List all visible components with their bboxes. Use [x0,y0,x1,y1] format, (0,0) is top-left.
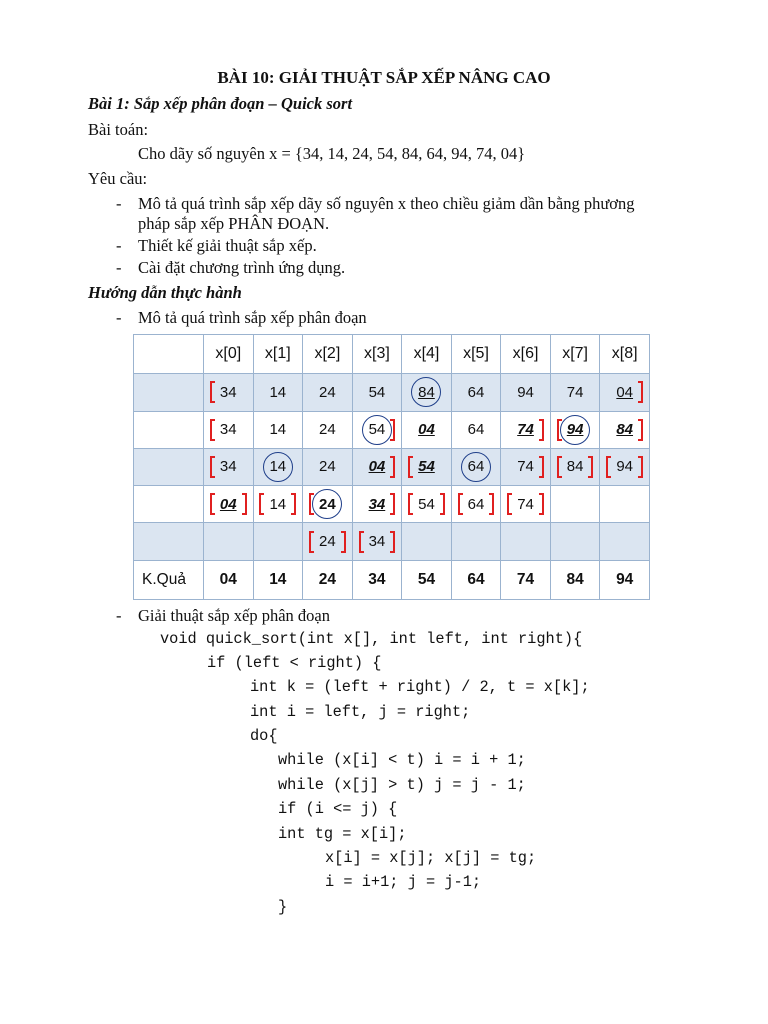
cell-value: 24 [319,458,336,476]
swapped-value: 74 [517,421,534,439]
header-cell: x[5] [451,335,501,374]
table-row [134,374,650,411]
cell-value: 04 [616,383,634,401]
header-cell: x[1] [253,335,303,374]
table-cell [451,523,501,560]
result-cell: 74 [501,560,551,599]
result-cell: 04 [204,560,254,599]
table-row [134,448,650,485]
table-cell [501,411,551,448]
table-cell [600,523,650,560]
requirement-3: Cài đặt chương trình ứng dụng. [138,258,346,277]
guide-item-1: Mô tả quá trình sắp xếp phân đoạn [138,308,367,327]
partition-bracket-right [390,531,395,553]
partition-bracket-left [309,531,314,553]
partition-bracket-right [390,419,395,441]
table-cell [402,448,452,485]
table-cell [600,411,650,448]
table-row [134,411,650,448]
partition-bracket-right [638,381,643,403]
table-cell [600,448,650,485]
table-cell [600,374,650,411]
row-label-cell [134,411,204,448]
table-row [134,523,650,560]
table-cell [253,448,303,485]
partition-bracket-left [557,456,562,478]
code-line: int tg = x[i]; [278,825,407,843]
cell-value: 24 [319,533,336,551]
cell-value: 14 [269,495,287,513]
row-label-cell [134,448,204,485]
partition-bracket-left [210,419,215,441]
guide-item-2: Giải thuật sắp xếp phân đoạn [138,606,330,625]
result-cell: 14 [253,560,303,599]
cell-value: 14 [269,421,287,439]
code-line: int k = (left + right) / 2, t = x[k]; [250,678,590,696]
bullet-dash: - [116,194,122,213]
cell-value: 74 [517,458,534,476]
result-row [134,560,650,599]
partition-bracket-left [210,381,215,403]
partition-bracket-right [539,419,544,441]
table-cell [352,523,402,560]
result-cell: 64 [451,560,501,599]
header-cell: x[3] [352,335,402,374]
table-cell [451,486,501,523]
table-cell [550,374,600,411]
partition-bracket-right [588,456,593,478]
bullet-dash: - [116,236,122,255]
bullet-dash: - [116,258,122,277]
result-label: K.Quả [134,560,204,599]
table-cell [402,374,452,411]
pivot-circle [411,377,441,407]
swapped-value: 04 [368,458,386,476]
header-cell: x[2] [303,335,353,374]
table-cell [451,448,501,485]
partition-bracket-left [408,493,413,515]
cell-value: 34 [219,421,237,439]
page-title: BÀI 10: GIẢI THUẬT SẮP XẾP NÂNG CAO [217,68,551,87]
table-cell [204,411,254,448]
partition-bracket-right [242,493,247,515]
header-cell: x[8] [600,335,650,374]
requirement-2: Thiết kế giải thuật sắp xếp. [138,236,317,255]
partition-bracket-left [458,493,463,515]
cell-value: 54 [368,383,386,401]
guide-heading: Hướng dẫn thực hành [88,283,242,302]
partition-bracket-left [210,456,215,478]
cell-value: 54 [418,495,435,513]
table-cell [451,411,501,448]
swapped-value: 04 [418,421,435,439]
table-cell [303,411,353,448]
problem-text: Cho dãy số nguyên x = {34, 14, 24, 54, 84, 64, 94, 74, 04} [138,144,526,163]
partition-bracket-right [539,456,544,478]
cell-value: 64 [467,458,485,476]
table-cell [303,523,353,560]
requirement-1-line-1: Mô tả quá trình sắp xếp dãy số nguyên x theo chiều giảm dần bằng phương [138,194,635,213]
result-cell: 54 [402,560,452,599]
code-line: } [278,898,288,916]
partition-bracket-right [390,456,395,478]
pivot-circle [362,415,392,445]
cell-value: 24 [319,383,336,401]
partition-bracket-left [359,531,364,553]
cell-value: 64 [467,383,485,401]
table-cell [352,448,402,485]
cell-value: 54 [368,421,386,439]
cell-value: 34 [219,458,237,476]
table-cell [550,523,600,560]
code-line: while (x[i] < t) i = i + 1; [278,751,526,769]
header-cell: x[6] [501,335,551,374]
swapped-value: 34 [368,495,386,513]
result-cell: 94 [600,560,650,599]
pivot-circle [461,452,491,482]
code-line: void quick_sort(int x[], int left, int right){ [160,630,583,648]
table-cell [303,374,353,411]
table-cell [253,411,303,448]
table-cell [303,486,353,523]
table-cell [253,523,303,560]
swapped-value: 04 [219,495,237,513]
table-cell [550,411,600,448]
cell-value: 14 [269,383,287,401]
requirement-1-line-2: pháp sắp xếp PHÂN ĐOẠN. [138,214,330,233]
table-cell [402,523,452,560]
row-label-cell [134,486,204,523]
table-cell [402,411,452,448]
partition-bracket-left [507,493,512,515]
table-cell [600,486,650,523]
table-cell [204,448,254,485]
partition-bracket-right [291,493,296,515]
swapped-value: 54 [418,458,435,476]
quicksort-trace-table [133,334,650,600]
partition-bracket-left [408,456,413,478]
table-cell [204,486,254,523]
code-line: if (i <= j) { [278,800,398,818]
bullet-dash: - [116,308,122,327]
partition-bracket-right [638,456,643,478]
requirements-label: Yêu cầu: [88,169,148,188]
partition-bracket-right [489,493,494,515]
code-line: do{ [250,727,278,745]
table-cell [352,411,402,448]
table-cell [501,374,551,411]
cell-value: 34 [219,383,237,401]
table-cell [303,448,353,485]
swapped-value: 84 [616,421,634,439]
header-cell: x[4] [402,335,452,374]
partition-bracket-left [210,493,215,515]
header-empty-cell [134,335,204,374]
table-cell [204,523,254,560]
code-line: x[i] = x[j]; x[j] = tg; [325,849,537,867]
result-cell: 84 [550,560,600,599]
pivot-circle [560,415,590,445]
table-cell [253,374,303,411]
bullet-dash: - [116,606,122,625]
cell-value: 84 [566,458,584,476]
partition-bracket-left [259,493,264,515]
table-cell [501,523,551,560]
header-cell: x[7] [550,335,600,374]
table-cell [352,374,402,411]
partition-bracket-right [440,493,445,515]
cell-value: 64 [467,421,485,439]
problem-label: Bài toán: [88,120,149,139]
result-cell: 34 [352,560,402,599]
partition-bracket-right [390,493,395,515]
partition-bracket-left [606,456,611,478]
table-cell [550,486,600,523]
exercise-heading: Bài 1: Sắp xếp phân đoạn – Quick sort [88,94,353,113]
cell-value: 64 [467,495,485,513]
swapped-value: 94 [566,421,584,439]
header-cell: x[0] [204,335,254,374]
partition-bracket-right [539,493,544,515]
code-line: if (left < right) { [207,654,382,672]
table-row [134,486,650,523]
cell-value: 24 [319,495,336,513]
partition-bracket-right [638,419,643,441]
table-cell [402,486,452,523]
table-cell [501,448,551,485]
pivot-circle [263,452,293,482]
table-cell [253,486,303,523]
cell-value: 94 [517,383,534,401]
cell-value: 24 [319,421,336,439]
table-cell [204,374,254,411]
row-label-cell [134,523,204,560]
table-cell [550,448,600,485]
pivot-circle [312,489,342,519]
table-header-row [134,335,650,374]
partition-bracket-right [341,531,346,553]
code-line: while (x[j] > t) j = j - 1; [278,776,526,794]
cell-value: 14 [269,458,287,476]
table-cell [352,486,402,523]
code-line: int i = left, j = right; [250,703,471,721]
cell-value: 74 [566,383,584,401]
table-cell [501,486,551,523]
table-cell [451,374,501,411]
cell-value: 74 [517,495,534,513]
code-line: i = i+1; j = j-1; [325,873,482,891]
cell-value: 94 [616,458,634,476]
result-cell: 24 [303,560,353,599]
cell-value: 84 [418,383,435,401]
row-label-cell [134,374,204,411]
cell-value: 34 [368,533,386,551]
